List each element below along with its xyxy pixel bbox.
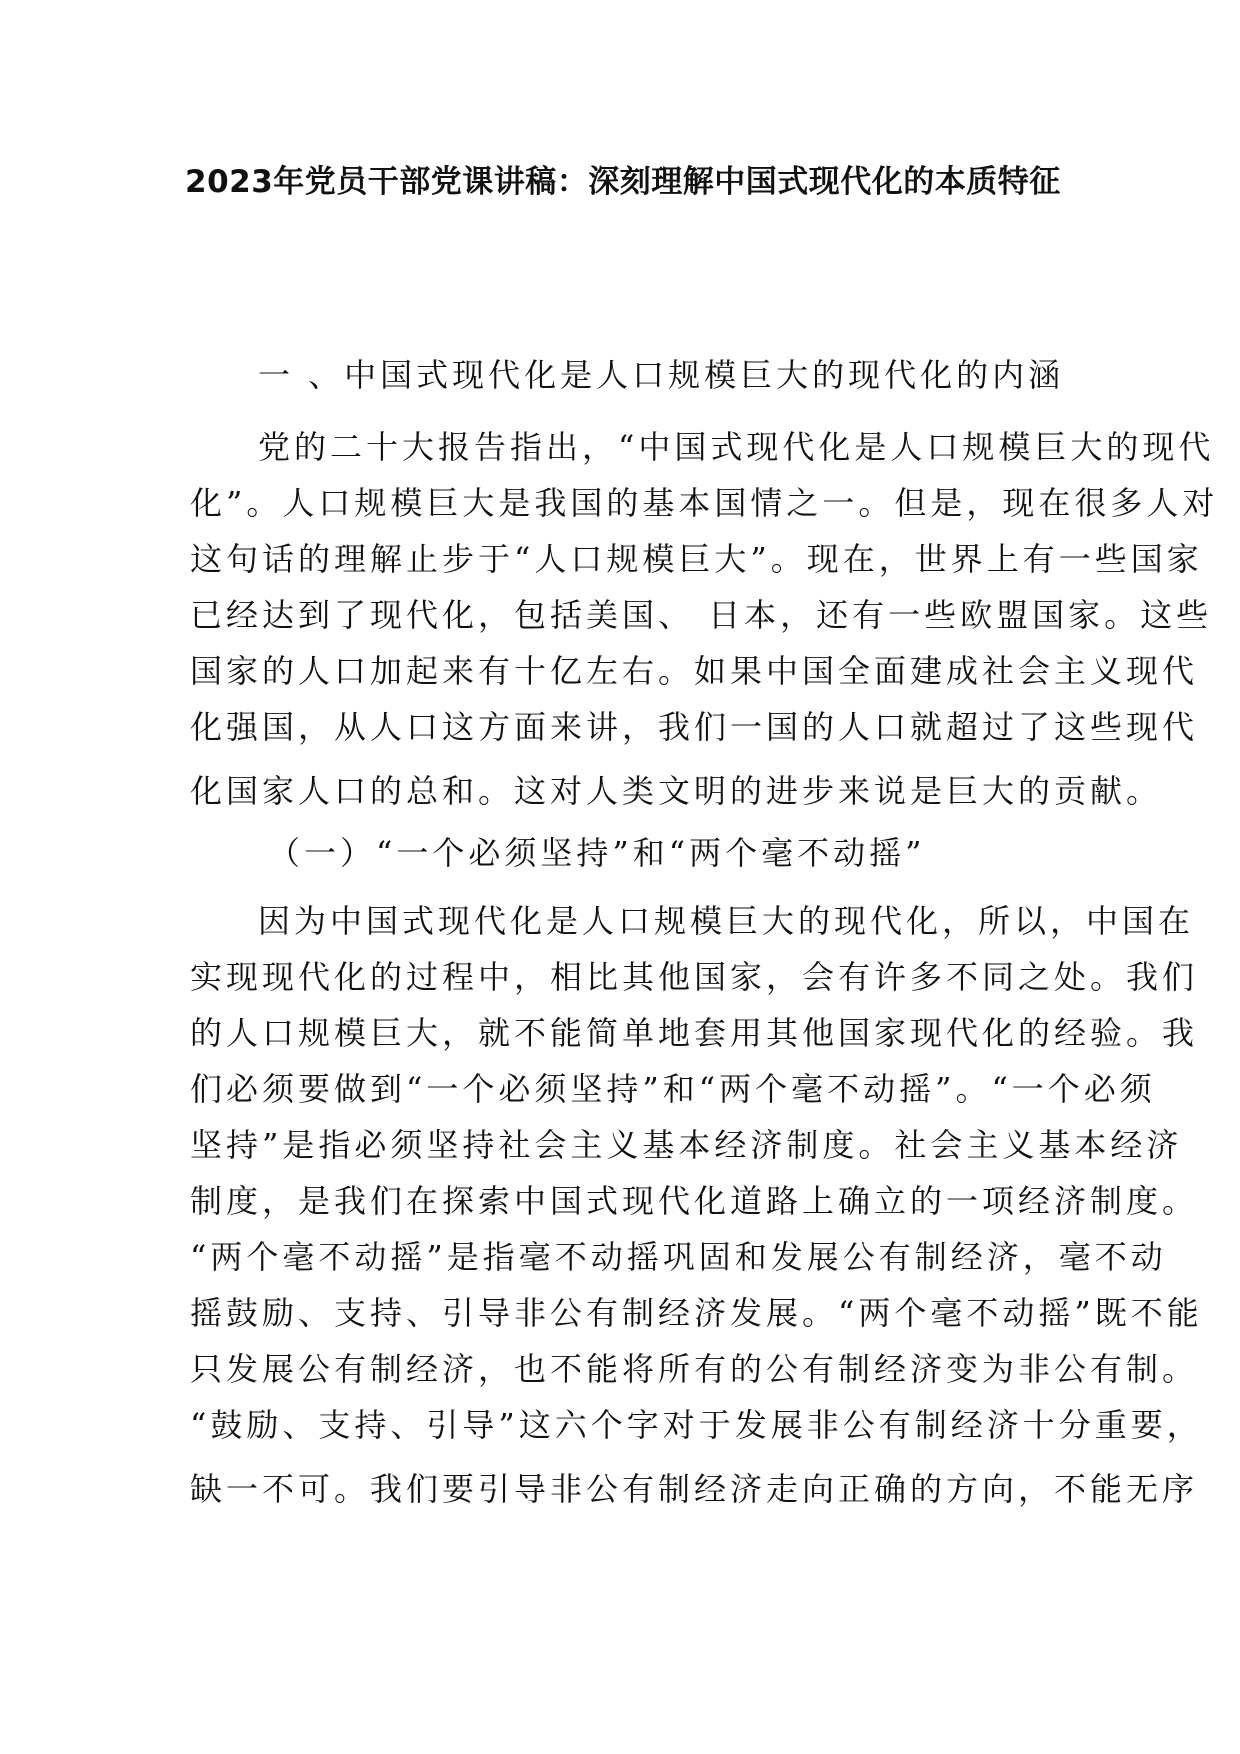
paragraph-line: 国家的人口加起来有十亿左右。如果中国全面建成社会主义现代 — [190, 652, 1199, 690]
paragraph-line: 已经达到了现代化，包括美国、 日本，还有一些欧盟国家。这些 — [190, 596, 1213, 634]
paragraph-line: 坚持”是指必须坚持社会主义基本经济制度。社会主义基本经济 — [190, 1126, 1183, 1164]
paragraph-line: 的人口规模巨大，就不能简单地套用其他国家现代化的经验。我 — [190, 1014, 1199, 1052]
paragraph-line: “鼓励、支持、引导”这六个字对于发展非公有制经济十分重要， — [190, 1406, 1203, 1444]
document-title: 2023年党员干部党课讲稿：深刻理解中国式现代化的本质特征 — [185, 164, 1061, 200]
paragraph-line: 化强国，从人口这方面来讲，我们一国的人口就超过了这些现代 — [190, 708, 1199, 746]
paragraph-line: 们必须要做到“一个必须坚持”和“两个毫不动摇”。“一个必须 — [190, 1070, 1156, 1108]
paragraph-line: 因为中国式现代化是人口规模巨大的现代化，所以，中国在 — [258, 902, 1195, 940]
paragraph-line: 这句话的理解止步于“人口规模巨大”。现在，世界上有一些国家 — [190, 540, 1203, 578]
paragraph-line: 只发展公有制经济，也不能将所有的公有制经济变为非公有制。 — [190, 1350, 1199, 1388]
paragraph-line: 党的二十大报告指出，“中国式现代化是人口规模巨大的现代 — [258, 428, 1215, 466]
paragraph-line: 化”。人口规模巨大是我国的基本国情之一。但是，现在很多人对 — [190, 484, 1219, 522]
paragraph-line: 摇鼓励、支持、引导非公有制经济发展。“两个毫不动摇”既不能 — [190, 1294, 1203, 1332]
subsection-heading: （一）“一个必须坚持”和“两个毫不动摇” — [268, 834, 926, 872]
paragraph-line: 实现现代化的过程中，相比其他国家，会有许多不同之处。我们 — [190, 958, 1199, 996]
paragraph-line: “两个毫不动摇”是指毫不动摇巩固和发展公有制经济，毫不动 — [190, 1238, 1167, 1276]
paragraph-line: 缺一不可。我们要引导非公有制经济走向正确的方向，不能无序 — [190, 1470, 1199, 1508]
paragraph-line: 制度，是我们在探索中国式现代化道路上确立的一项经济制度。 — [190, 1182, 1199, 1220]
section-heading-1: 一 、中国式现代化是人口规模巨大的现代化的内涵 — [258, 356, 1065, 394]
paragraph-line: 化国家人口的总和。这对人类文明的进步来说是巨大的贡献。 — [190, 772, 1163, 810]
